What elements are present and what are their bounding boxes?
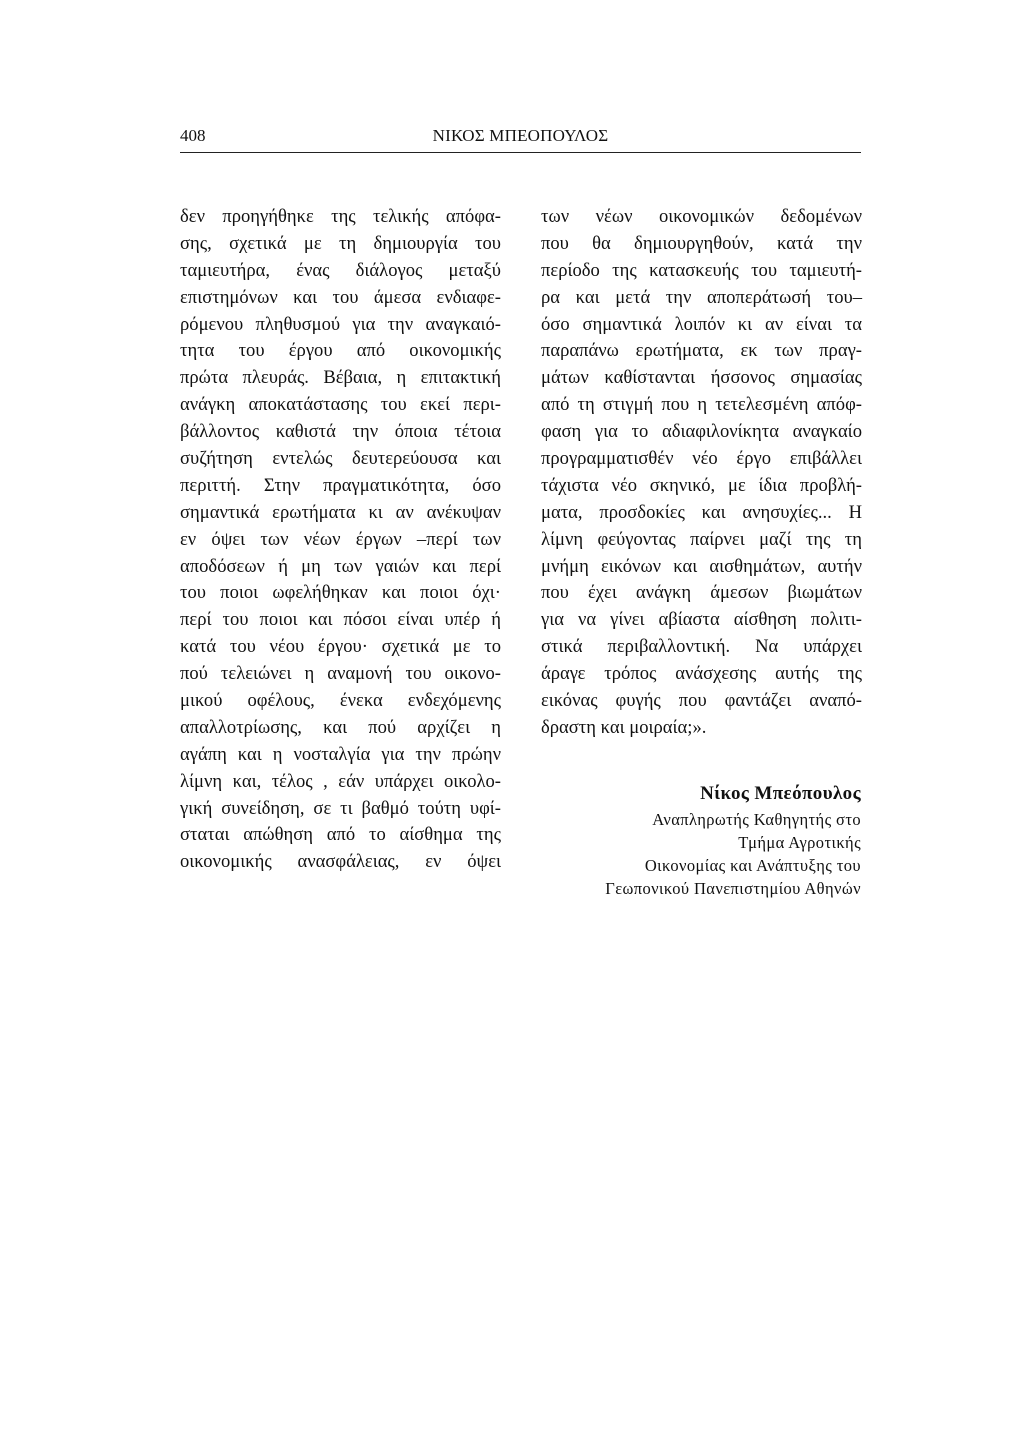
- text-line: μνήμη εικόνων και αισθημάτων, αυτήν: [541, 555, 862, 577]
- text-line: που έχει ανάγκη άμεσων βιωμάτων: [541, 582, 862, 604]
- text-line: οικονομικής ανασφάλειας, εν όψει: [180, 851, 501, 873]
- author-affiliation-line: Αναπληρωτής Καθηγητής στο: [652, 810, 861, 829]
- text-line: άραγε τρόπος ανάσχεσης αυτής της: [541, 663, 862, 685]
- text-line: αγάπη και η νοσταλγία για την πρώην: [180, 743, 501, 765]
- text-line: στικά περιβαλλοντική. Να υπάρχει: [541, 636, 862, 658]
- text-line: περιττή. Στην πραγματικότητα, όσο: [180, 474, 501, 496]
- text-line: που θα δημιουργηθούν, κατά την: [541, 232, 862, 254]
- page-header: [180, 124, 861, 153]
- text-line: κατά του νέου έργου· σχετικά με το: [180, 636, 501, 658]
- text-line: περί του ποιοι και πόσοι είναι υπέρ ή: [180, 609, 501, 631]
- text-line: λίμνη και, τέλος , εάν υπάρχει οικολο-: [180, 770, 501, 792]
- text-line: γική συνείδηση, σε τι βαθμό τούτη υφί-: [180, 797, 501, 819]
- author-affiliation-line: Οικονομίας και Ανάπτυξης του: [644, 856, 861, 875]
- text-line: σης, σχετικά με τη δημιουργία του: [180, 232, 501, 254]
- text-line: περίοδο της κατασκευής του ταμιευτή-: [541, 259, 862, 281]
- text-line: από τη στιγμή που η τετελεσμένη απόφ-: [541, 394, 862, 416]
- author-affiliation-line: Γεωπονικού Πανεπιστημίου Αθηνών: [605, 879, 861, 898]
- running-head: ΝΙΚΟΣ ΜΠΕΟΠΟΥΛΟΣ: [432, 126, 609, 145]
- text-line: μικού οφέλους, ένεκα ενδεχόμενης: [180, 690, 501, 712]
- text-line: τητα του έργου από οικονομικής: [180, 340, 501, 362]
- text-line: λίμνη φεύγοντας παίρνει μαζί της τη: [541, 528, 862, 550]
- author-affiliation-line: Τμήμα Αγροτικής: [738, 833, 861, 852]
- text-line: συζήτηση εντελώς δευτερεύουσα και: [180, 448, 501, 470]
- author-name: Νίκος Μπεόπουλος: [700, 783, 861, 804]
- text-line: για να γίνει αβίαστα αίσθηση πολιτι-: [541, 609, 862, 631]
- text-line: βάλλοντος καθιστά την όποια τέτοια: [180, 421, 501, 443]
- text-line: ρα και μετά την αποπεράτωσή του–: [541, 286, 862, 308]
- text-line: δραστη και μοιραία;».: [541, 716, 707, 738]
- text-line: πρώτα πλευράς. Βέβαια, η επιτακτική: [180, 367, 501, 389]
- text-line: απαλλοτρίωσης, και πού αρχίζει η: [180, 716, 501, 738]
- text-line: ανάγκη αποκατάστασης του εκεί περι-: [180, 394, 501, 416]
- text-line: προγραμματισθέν νέο έργο επιβάλλει: [541, 448, 862, 470]
- text-line: ρόμενου πληθυσμού για την αναγκαιό-: [180, 313, 501, 335]
- text-line: δεν προηγήθηκε της τελικής απόφα-: [180, 206, 501, 227]
- text-line: παραπάνω ερωτήματα, εκ των πραγ-: [541, 340, 862, 362]
- text-line: τάχιστα νέο σκηνικό, με ίδια προβλή-: [541, 474, 862, 496]
- right-column: [541, 204, 862, 742]
- left-column: [180, 204, 501, 876]
- text-line: σταται απώθηση από το αίσθημα της: [180, 824, 501, 846]
- text-line: αποδόσεων ή μη των γαιών και περί: [180, 555, 501, 577]
- text-line: ταμιευτήρα, ένας διάλογος μεταξύ: [180, 259, 501, 281]
- text-line: ματα, προσδοκίες και ανησυχίες... Η: [541, 501, 862, 523]
- text-line: εν όψει των νέων έργων –περί των: [180, 528, 501, 550]
- text-line: σημαντικά ερωτήματα κι αν ανέκυψαν: [180, 501, 501, 523]
- text-line: όσο σημαντικά λοιπόν κι αν είναι τα: [541, 313, 862, 335]
- page-number: 408: [180, 126, 206, 145]
- text-line: επιστημόνων και του άμεσα ενδιαφε-: [180, 286, 501, 308]
- text-line: εικόνας φυγής που φαντάζει αναπό-: [541, 690, 862, 712]
- text-line: των νέων οικονομικών δεδομένων: [541, 206, 862, 227]
- text-line: του ποιοι ωφελήθηκαν και ποιοι όχι·: [180, 582, 501, 604]
- author-signature: [501, 780, 861, 900]
- text-line: μάτων καθίστανται ήσσονος σημασίας: [541, 367, 862, 389]
- text-line: πού τελειώνει η αναμονή του οικονο-: [180, 663, 501, 685]
- text-line: φαση για το αδιαφιλονίκητα αναγκαίο: [541, 421, 862, 443]
